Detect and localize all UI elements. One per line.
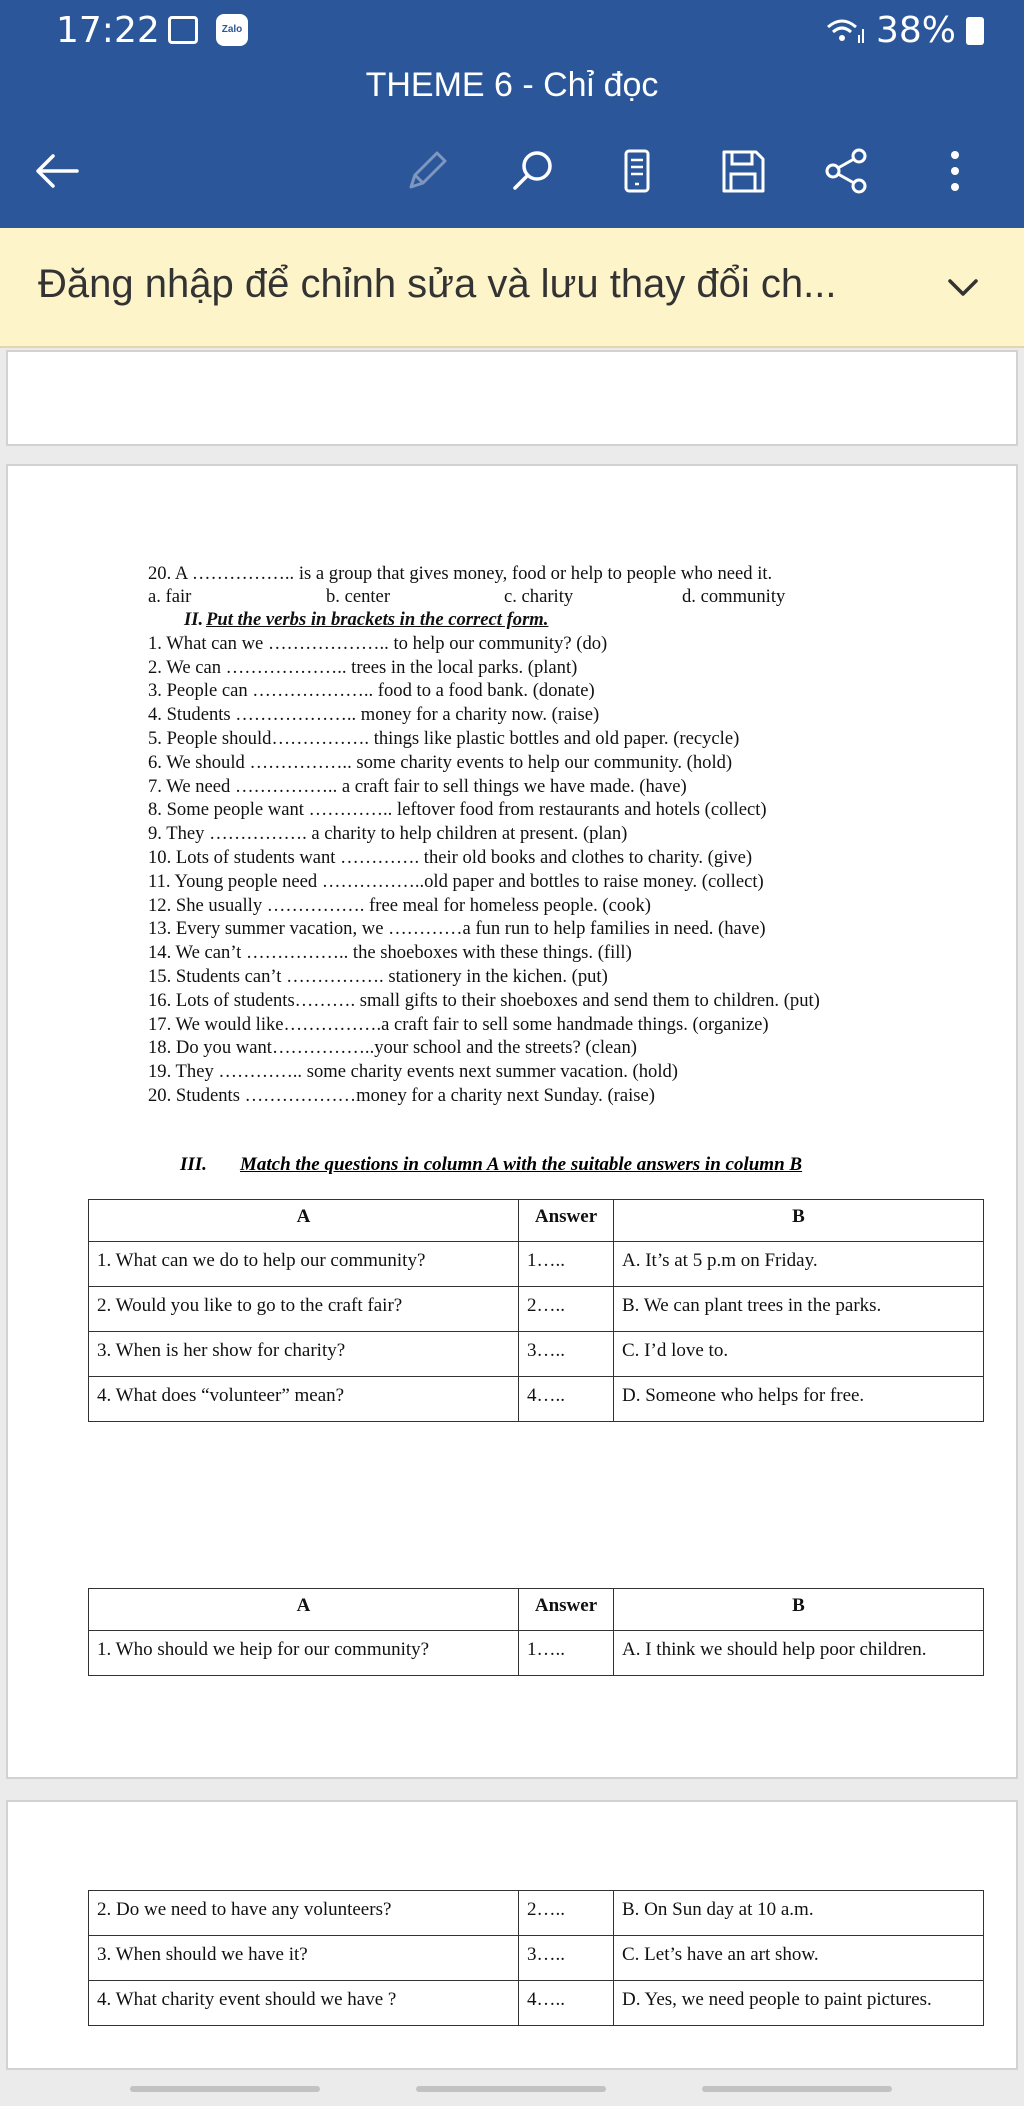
question-cell: 4. What does “volunteer” mean? — [89, 1377, 519, 1422]
table-row — [89, 1287, 984, 1332]
answer-blank-cell: 2….. — [519, 1287, 614, 1332]
answer-option-cell: B. We can plant trees in the parks. — [614, 1287, 984, 1332]
answer-blank-cell: 2….. — [519, 1891, 614, 1936]
sign-in-banner[interactable] — [0, 228, 1024, 348]
answer-option-cell: C. Let’s have an art show. — [614, 1936, 984, 1981]
section-title: Match the questions in column A with the suitable answers in column B — [240, 1154, 803, 1175]
table-row — [89, 1981, 984, 2026]
answer-blank-cell: 4….. — [519, 1377, 614, 1422]
column-header-a: A — [89, 1589, 519, 1631]
question-cell: 1. Who should we heip for our community? — [89, 1631, 519, 1676]
toolbar — [0, 136, 1024, 206]
column-header-b: B — [614, 1589, 984, 1631]
question-cell: 4. What charity event should we have ? — [89, 1981, 519, 2026]
answer-option-cell: B. On Sun day at 10 a.m. — [614, 1891, 984, 1936]
exercise-item: 19. They ………….. some charity events next summer vacation. (hold) — [148, 1061, 678, 1083]
document-page — [6, 1800, 1018, 2070]
option: c. charity — [504, 586, 574, 607]
recent-apps-button[interactable] — [130, 2086, 320, 2092]
table-row — [89, 1242, 984, 1287]
exercise-item: 13. Every summer vacation, we …………a fun run to help families in need. (have) — [148, 918, 766, 940]
question-stem: 20. A …………….. is a group that gives money, food or help to people who need it. — [148, 563, 773, 584]
exercise-item: 2. We can ……………….. trees in the local parks. (plant) — [148, 656, 578, 678]
exercise-item: 10. Lots of students want …………. their old books and clothes to charity. (give) — [148, 846, 753, 868]
matching-table-3 — [88, 1890, 984, 2026]
option: a. fair — [148, 586, 192, 607]
answer-blank-cell: 3….. — [519, 1332, 614, 1377]
matching-table-2 — [88, 1588, 984, 1676]
column-header-answer: Answer — [519, 1200, 614, 1242]
exercise-item: 6. We should …………….. some charity events to help our community. (hold) — [148, 751, 733, 773]
banner-text: Đăng nhập để chỉnh sửa và lưu thay đổi ch... — [38, 262, 837, 306]
answer-option-cell: A. I think we should help poor children. — [614, 1631, 984, 1676]
answer-option-cell: D. Yes, we need people to paint pictures. — [614, 1981, 984, 2026]
status-bar — [0, 0, 1024, 62]
exercise-item: 16. Lots of students………. small gifts to their shoeboxes and send them to children. (put) — [148, 989, 820, 1011]
pencil-icon[interactable] — [392, 136, 462, 206]
question-cell: 3. When should we have it? — [89, 1936, 519, 1981]
exercise-item: 18. Do you want……………..your school and the streets? (clean) — [148, 1037, 638, 1059]
answer-blank-cell: 1….. — [519, 1631, 614, 1676]
zalo-notification-icon: Zalo — [216, 14, 248, 46]
table-row — [89, 1332, 984, 1377]
section-number: III. — [180, 1154, 207, 1175]
exercise-item: 3. People can ……………….. food to a food bank. (donate) — [148, 680, 595, 702]
question-cell: 2. Would you like to go to the craft fair? — [89, 1287, 519, 1332]
back-arrow-icon[interactable] — [22, 136, 92, 206]
question-cell: 2. Do we need to have any volunteers? — [89, 1891, 519, 1936]
exercise-item: 17. We would like…………….a craft fair to sell some handmade things. (organize) — [148, 1013, 769, 1035]
more-vert-icon[interactable] — [920, 136, 990, 206]
section-number: II. — [184, 609, 204, 630]
exercise-item: 14. We can’t …………….. the shoeboxes with these things. (fill) — [148, 942, 632, 964]
column-header-answer: Answer — [519, 1589, 614, 1631]
document-page — [6, 350, 1018, 446]
exercise-item: 1. What can we ……………….. to help our community? (do) — [148, 632, 608, 654]
exercise-item: 9. They ……………. a charity to help children at present. (plan) — [148, 823, 628, 845]
answer-option-cell: A. It’s at 5 p.m on Friday. — [614, 1242, 984, 1287]
table-row — [89, 1631, 984, 1676]
matching-table-1 — [88, 1199, 984, 1422]
question-cell: 3. When is her show for charity? — [89, 1332, 519, 1377]
exercise-item: 8. Some people want ………….. leftover food from restaurants and hotels (collect) — [148, 799, 767, 821]
column-header-a: A — [89, 1200, 519, 1242]
status-time: 17:22 — [56, 10, 160, 51]
answer-blank-cell: 3….. — [519, 1936, 614, 1981]
battery-icon — [966, 17, 984, 45]
document-title: THEME 6 - Chỉ đọc — [365, 66, 659, 104]
section-3-heading — [180, 1154, 802, 1176]
table-row — [89, 1377, 984, 1422]
home-button[interactable] — [416, 2086, 606, 2092]
table-row — [89, 1891, 984, 1936]
share-icon[interactable] — [812, 136, 882, 206]
document-page — [6, 464, 1018, 1779]
exercise-item: 5. People should……………. things like plastic bottles and old paper. (recycle) — [148, 727, 740, 749]
column-header-b: B — [614, 1200, 984, 1242]
question-20 — [148, 562, 940, 608]
table-row — [89, 1936, 984, 1981]
section-title: Put the verbs in brackets in the correct form. — [206, 609, 549, 630]
exercise-item: 11. Young people need ……………..old paper and bottles to raise money. (collect) — [148, 870, 764, 892]
chevron-down-icon[interactable] — [938, 262, 988, 312]
exercise-item: 15. Students can’t ……………. stationery in the kichen. (put) — [148, 965, 608, 987]
back-button[interactable] — [702, 2086, 892, 2092]
section-2 — [148, 608, 940, 1108]
wifi-signal-icon — [826, 17, 866, 45]
save-icon[interactable] — [708, 136, 778, 206]
navigation-bar — [0, 2070, 1024, 2106]
app-bar — [0, 0, 1024, 228]
option: d. community — [682, 586, 786, 607]
exercise-item: 7. We need …………….. a craft fair to sell things we have made. (have) — [148, 775, 687, 797]
reading-view-icon[interactable] — [602, 136, 672, 206]
section-heading — [148, 608, 940, 632]
exercise-item: 4. Students ……………….. money for a charity now. (raise) — [148, 704, 600, 726]
answer-blank-cell: 1….. — [519, 1242, 614, 1287]
answer-option-cell: C. I’d love to. — [614, 1332, 984, 1377]
option: b. center — [326, 586, 391, 607]
question-options — [148, 585, 940, 608]
search-icon[interactable] — [498, 136, 568, 206]
gallery-notification-icon — [168, 16, 198, 44]
answer-blank-cell: 4….. — [519, 1981, 614, 2026]
answer-option-cell: D. Someone who helps for free. — [614, 1377, 984, 1422]
exercise-list — [148, 632, 940, 1108]
battery-percent: 38% — [875, 10, 956, 51]
status-right — [826, 10, 984, 51]
exercise-item: 12. She usually ……………. free meal for homeless people. (cook) — [148, 894, 651, 916]
question-cell: 1. What can we do to help our community? — [89, 1242, 519, 1287]
exercise-item: 20. Students ………………money for a charity next Sunday. (raise) — [148, 1084, 655, 1106]
